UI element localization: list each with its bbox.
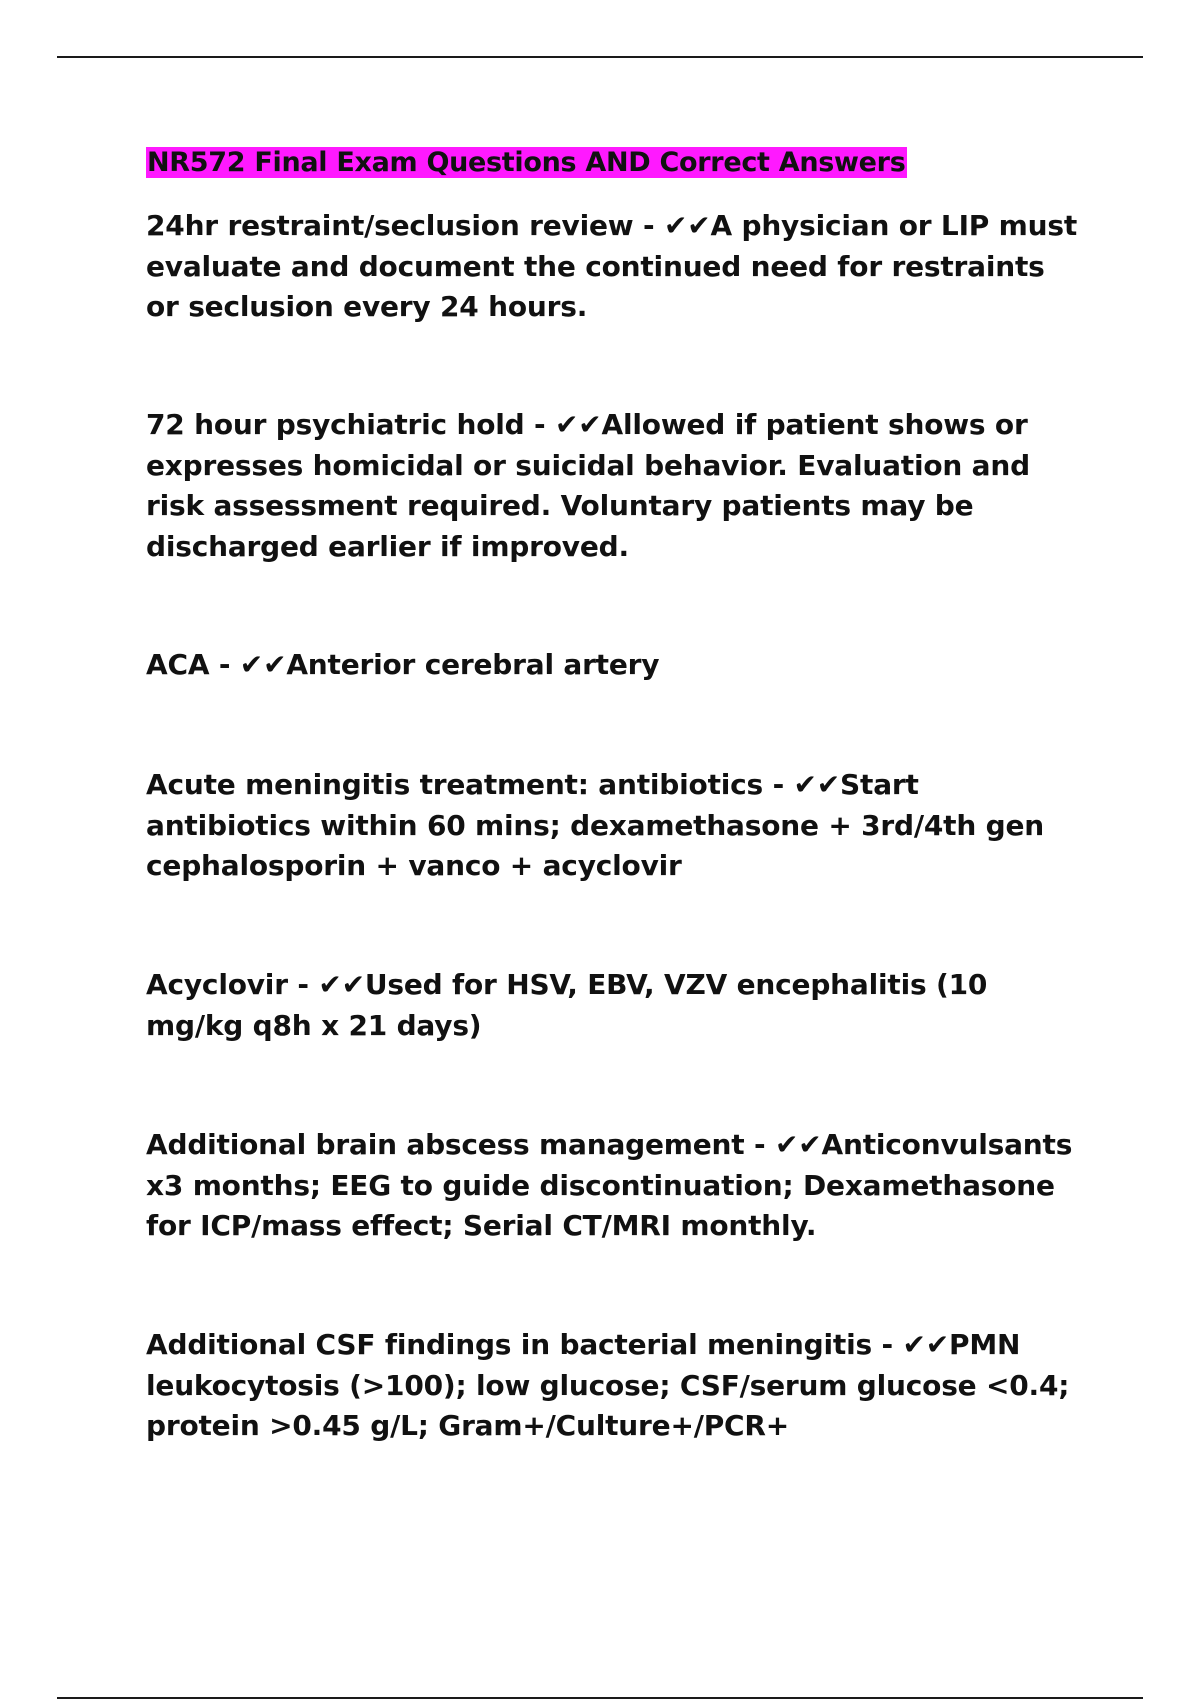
qa-item-csf-findings: Additional CSF findings in bacterial meningitis - ✔✔PMN leukocytosis (>100); low glucose; CSF/serum glucose <0.4; protein >0.45 g/L; Gram+/Culture+/PCR+: [146, 1328, 1070, 1442]
qa-item-restraint-review: 24hr restraint/seclusion review - ✔✔A physician or LIP must evaluate and document the continued need for restraints or seclusion every 24 hours.: [146, 209, 1078, 323]
qa-item-psychiatric-hold: 72 hour psychiatric hold - ✔✔Allowed if patient shows or expresses homicidal or suicidal behavior. Evaluation and risk assessment required. Voluntary patients may be discharged earlier if improved.: [146, 408, 1030, 563]
qa-item-brain-abscess: Additional brain abscess management - ✔✔Anticonvulsants x3 months; EEG to guide discontinuation; Dexamethasone for ICP/mass effect; Serial CT/MRI monthly.: [146, 1128, 1073, 1242]
header-rule: [57, 56, 1143, 58]
title-highlight: NR572 Final Exam Questions AND Correct Answers: [147, 147, 906, 178]
qa-item-acyclovir: Acyclovir - ✔✔Used for HSV, EBV, VZV encephalitis (10 mg/kg q8h x 21 days): [146, 968, 988, 1042]
qa-item-meningitis-treatment: Acute meningitis treatment: antibiotics - ✔✔Start antibiotics within 60 mins; dexamethasone + 3rd/4th gen cephalosporin + vanco + acyclovir: [146, 768, 1045, 882]
qa-item-aca: ACA - ✔✔Anterior cerebral artery: [146, 648, 660, 681]
footer-rule: [57, 1697, 1143, 1699]
document-title: [146, 146, 907, 180]
